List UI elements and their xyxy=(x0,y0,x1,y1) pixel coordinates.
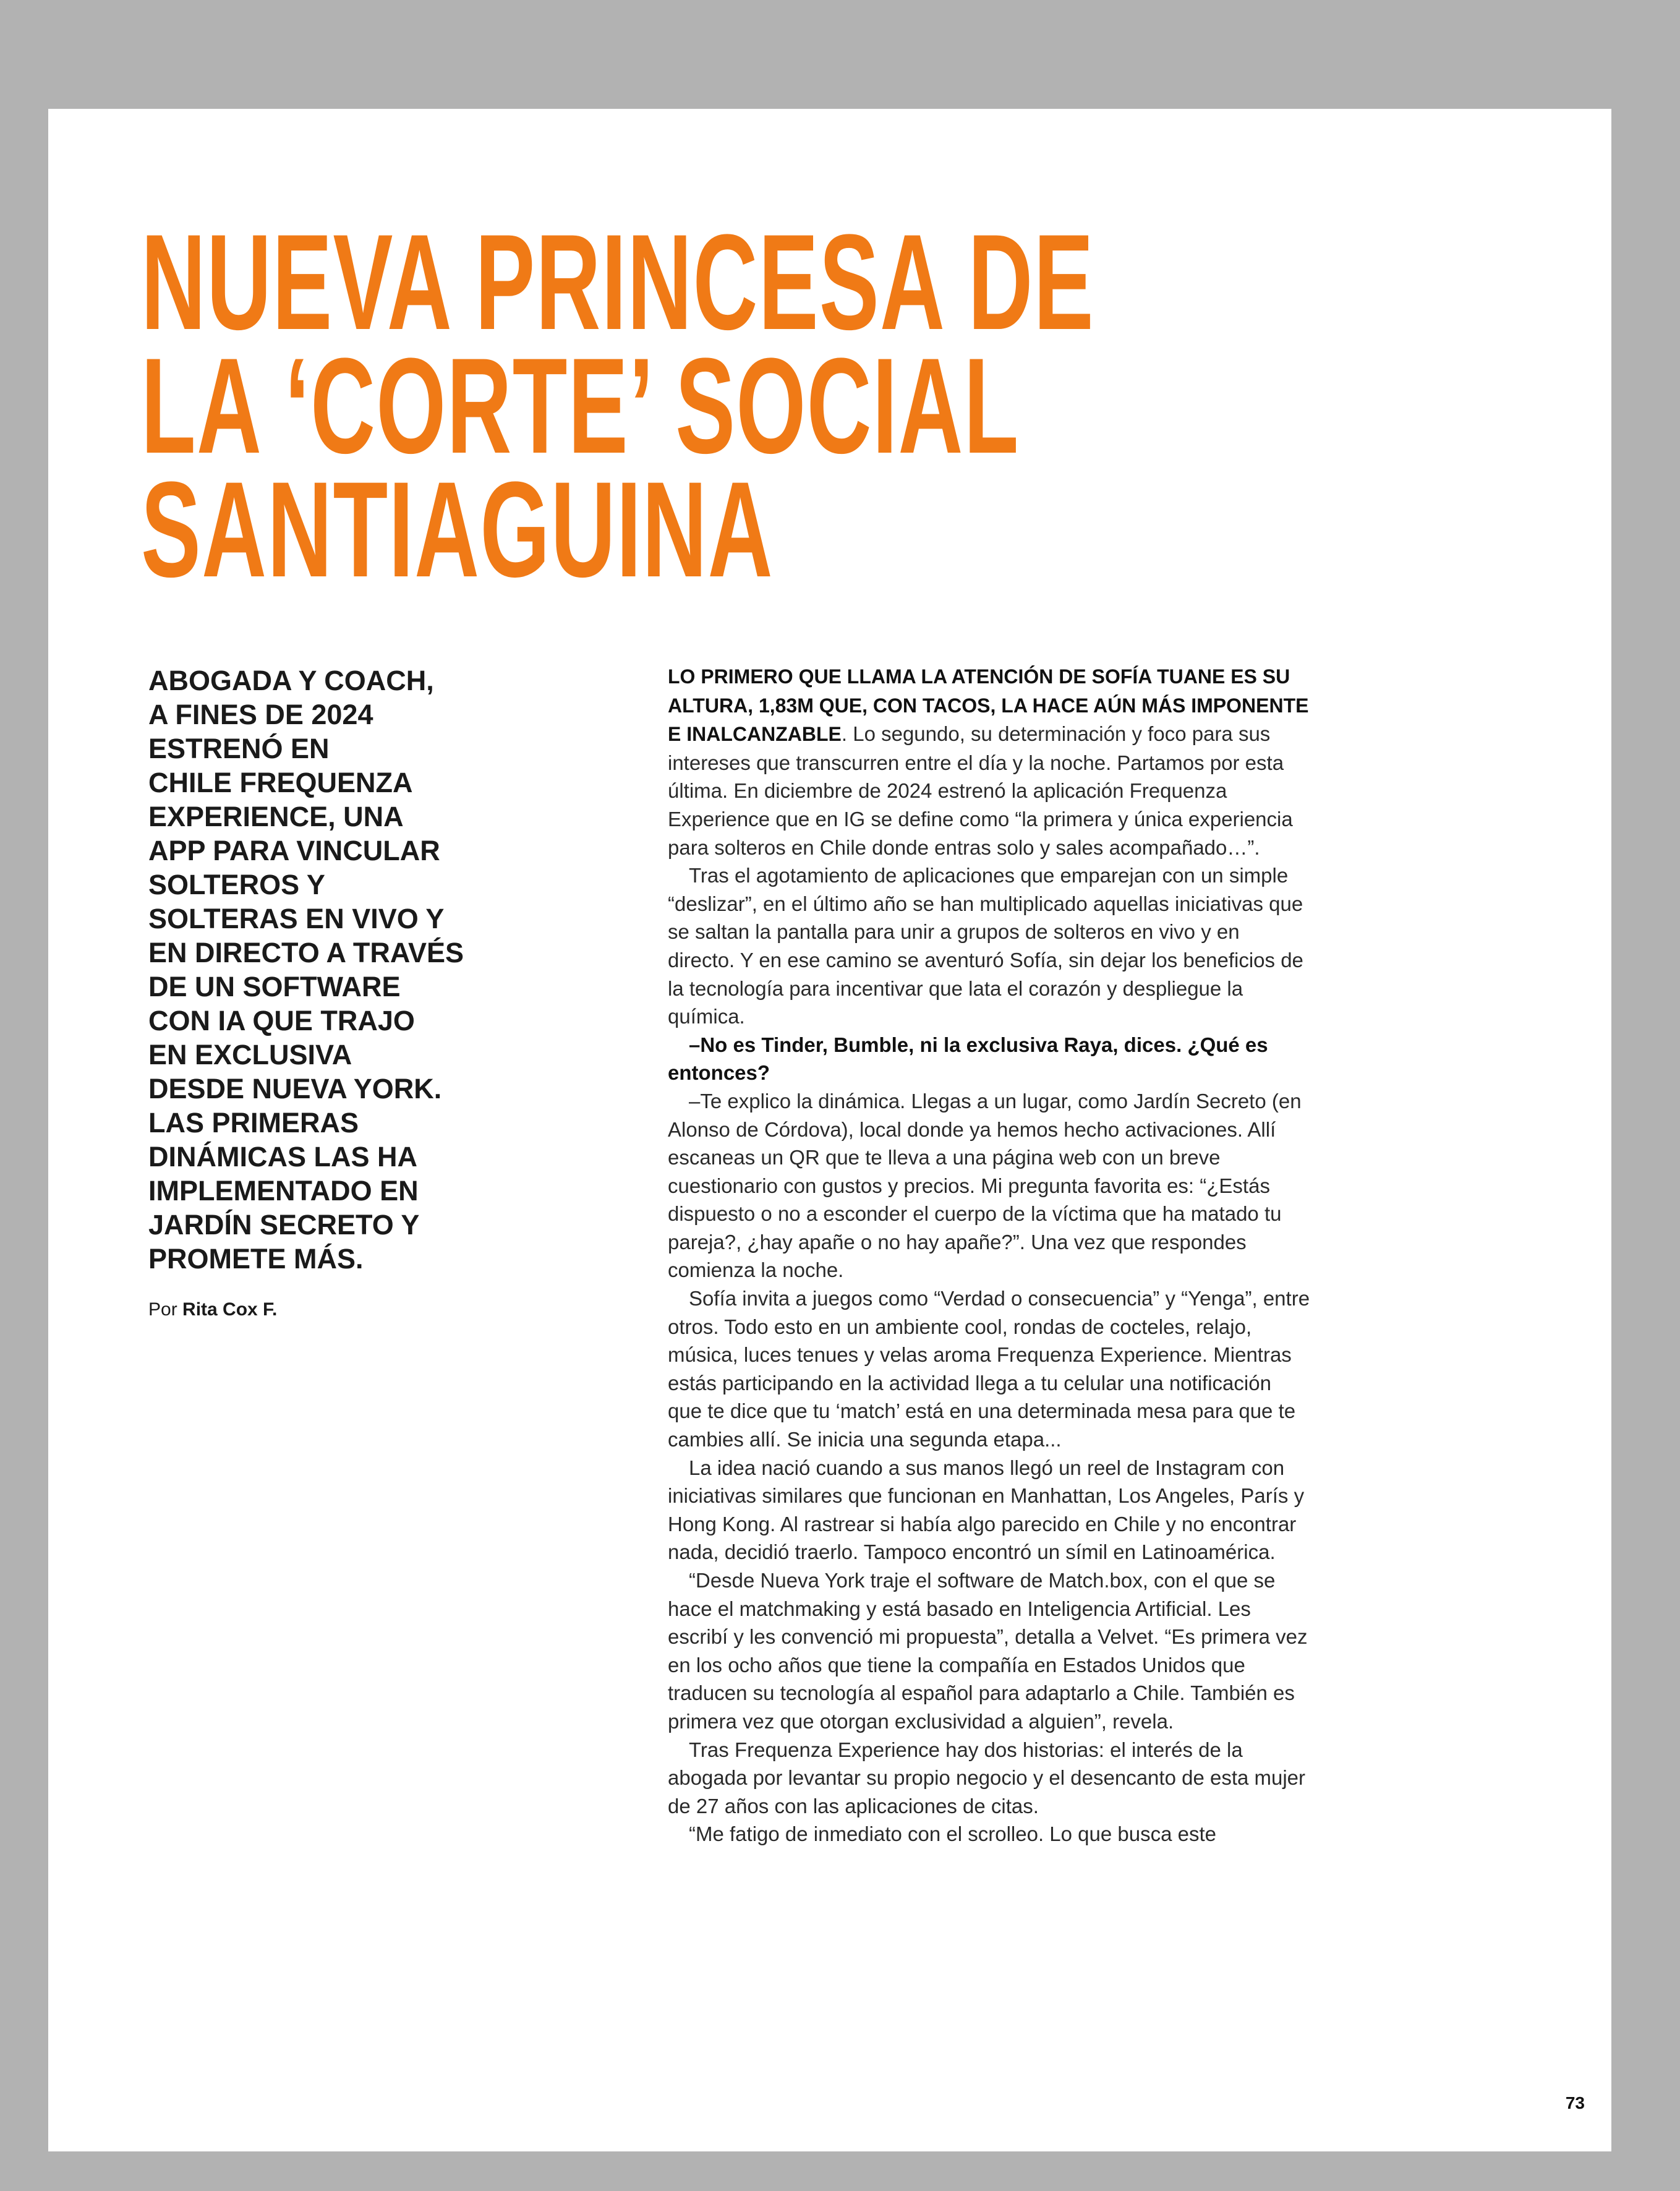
article-lead xyxy=(148,664,519,1276)
article-body xyxy=(668,662,1311,1848)
byline-prefix: Por xyxy=(148,1299,177,1320)
page-number: 73 xyxy=(1565,2093,1585,2112)
lead-line: CON IA QUE TRAJO xyxy=(148,1005,415,1036)
body-paragraph: –Te explico la dinámica. Llegas a un lugar, como Jardín Secreto (en Alonso de Córdova), local donde ya hemos hecho activaciones. Allí escaneas un QR que te lleva a una página web con un breve cuestionario con gustos y precios. Mi pregunta favorita es: “¿Estás dispuesto o no a esconder el cuerpo de la víctima que ha matado tu pareja?, ¿hay apañe o no hay apañe?”. Una vez que respondes comienza la noche. xyxy=(668,1089,1302,1282)
body-paragraph: “Me fatigo de inmediato con el scrolleo. Lo que busca este xyxy=(689,1822,1217,1846)
title-line: SANTIAGUINA xyxy=(141,453,774,605)
byline-author: Rita Cox F. xyxy=(182,1299,278,1320)
body-paragraph: Tras Frequenza Experience hay dos historias: el interés de la abogada por levantar su propio negocio y el desencanto de esta mujer de 27 años con las aplicaciones de citas. xyxy=(668,1738,1306,1817)
lead-line: DINÁMICAS LAS HA xyxy=(148,1141,417,1172)
lead-line: ESTRENÓ EN xyxy=(148,733,330,764)
lead-line: APP PARA VINCULAR xyxy=(148,835,440,866)
body-paragraph xyxy=(668,662,1311,861)
lead-line: DE UN SOFTWARE xyxy=(148,971,401,1002)
lead-line: EN DIRECTO A TRAVÉS xyxy=(148,937,464,968)
lead-line: EXPERIENCE, UNA xyxy=(148,801,404,832)
lead-line: IMPLEMENTADO EN xyxy=(148,1175,419,1207)
body-paragraph: Tras el agotamiento de aplicaciones que emparejan con un simple “deslizar”, en el último año se han multiplicado aquellas iniciativas que se saltan la pantalla para unir a grupos de solteros en vivo y en directo. Y en ese camino se aventuró Sofía, sin dejar los beneficios de la tecnología para incentivar que lata el corazón y despliegue la química. xyxy=(668,864,1303,1028)
lead-line: JARDÍN SECRETO Y xyxy=(148,1209,420,1241)
byline xyxy=(148,1299,277,1320)
lead-line: SOLTEROS Y xyxy=(148,869,325,900)
title-line: LA ‘CORTE’ SOCIAL xyxy=(141,330,1020,482)
intro-caps: LO PRIMERO QUE LLAMA LA ATENCIÓN DE SOFÍA TUANE ES SU ALTURA, 1,83M QUE, CON TACOS, LA HACE AÚN MÁS IMPONENTE E INALCANZABLE xyxy=(668,665,1309,746)
body-paragraph: Sofía invita a juegos como “Verdad o consecuencia” y “Yenga”, entre otros. Todo esto en un ambiente cool, rondas de cocteles, relajo, música, luces tenues y velas aroma Frequenza Experience. Mientras estás participando en la actividad llega a tu celular una notificación que te dice que tu ‘match’ está en una determinada mesa para que te cambies allí. Se inicia una segunda etapa... xyxy=(668,1287,1310,1451)
title-line: NUEVA PRINCESA DE xyxy=(141,206,1094,358)
magazine-page xyxy=(48,109,1611,2151)
lead-line: EN EXCLUSIVA xyxy=(148,1039,352,1070)
lead-line: PROMETE MÁS. xyxy=(148,1243,364,1275)
interview-question: –No es Tinder, Bumble, ni la exclusiva Raya, dices. ¿Qué es entonces? xyxy=(668,1033,1268,1085)
lead-line: LAS PRIMERAS xyxy=(148,1107,359,1138)
body-paragraph: La idea nació cuando a sus manos llegó un reel de Instagram con iniciativas similares que funcionan en Manhattan, Los Angeles, París y Hong Kong. Al rastrear si había algo parecido en Chile y no encontrar nada, decidió traerlo. Tampoco encontró un símil en Latinoamérica. xyxy=(668,1456,1305,1564)
body-paragraph: “Desde Nueva York traje el software de Match.box, con el que se hace el matchmaking y está basado en Inteligencia Artificial. Les escribí y les convenció mi propuesta”, detalla a Velvet. “Es primera vez en los ocho años que tiene la compañía en Estados Unidos que traducen su tecnología al español para adaptarlo a Chile. También es primera vez que otorgan exclusividad a alguien”, revela. xyxy=(668,1569,1308,1733)
intro-text: . Lo segundo, su determinación y foco para sus intereses que transcurren entre el día y la noche. Partamos por esta última. En diciembre de 2024 estrenó la aplicación Frequenza Experience que en IG se define como “la primera y única experiencia para solteros en Chile donde entras solo y sales acompañado…”. xyxy=(668,722,1293,859)
lead-line: CHILE FREQUENZA xyxy=(148,767,413,798)
lead-line: DESDE NUEVA YORK. xyxy=(148,1073,442,1104)
article-title xyxy=(141,206,1094,605)
lead-line: ABOGADA Y COACH, xyxy=(148,665,434,696)
lead-line: SOLTERAS EN VIVO Y xyxy=(148,903,445,934)
lead-line: A FINES DE 2024 xyxy=(148,699,373,730)
